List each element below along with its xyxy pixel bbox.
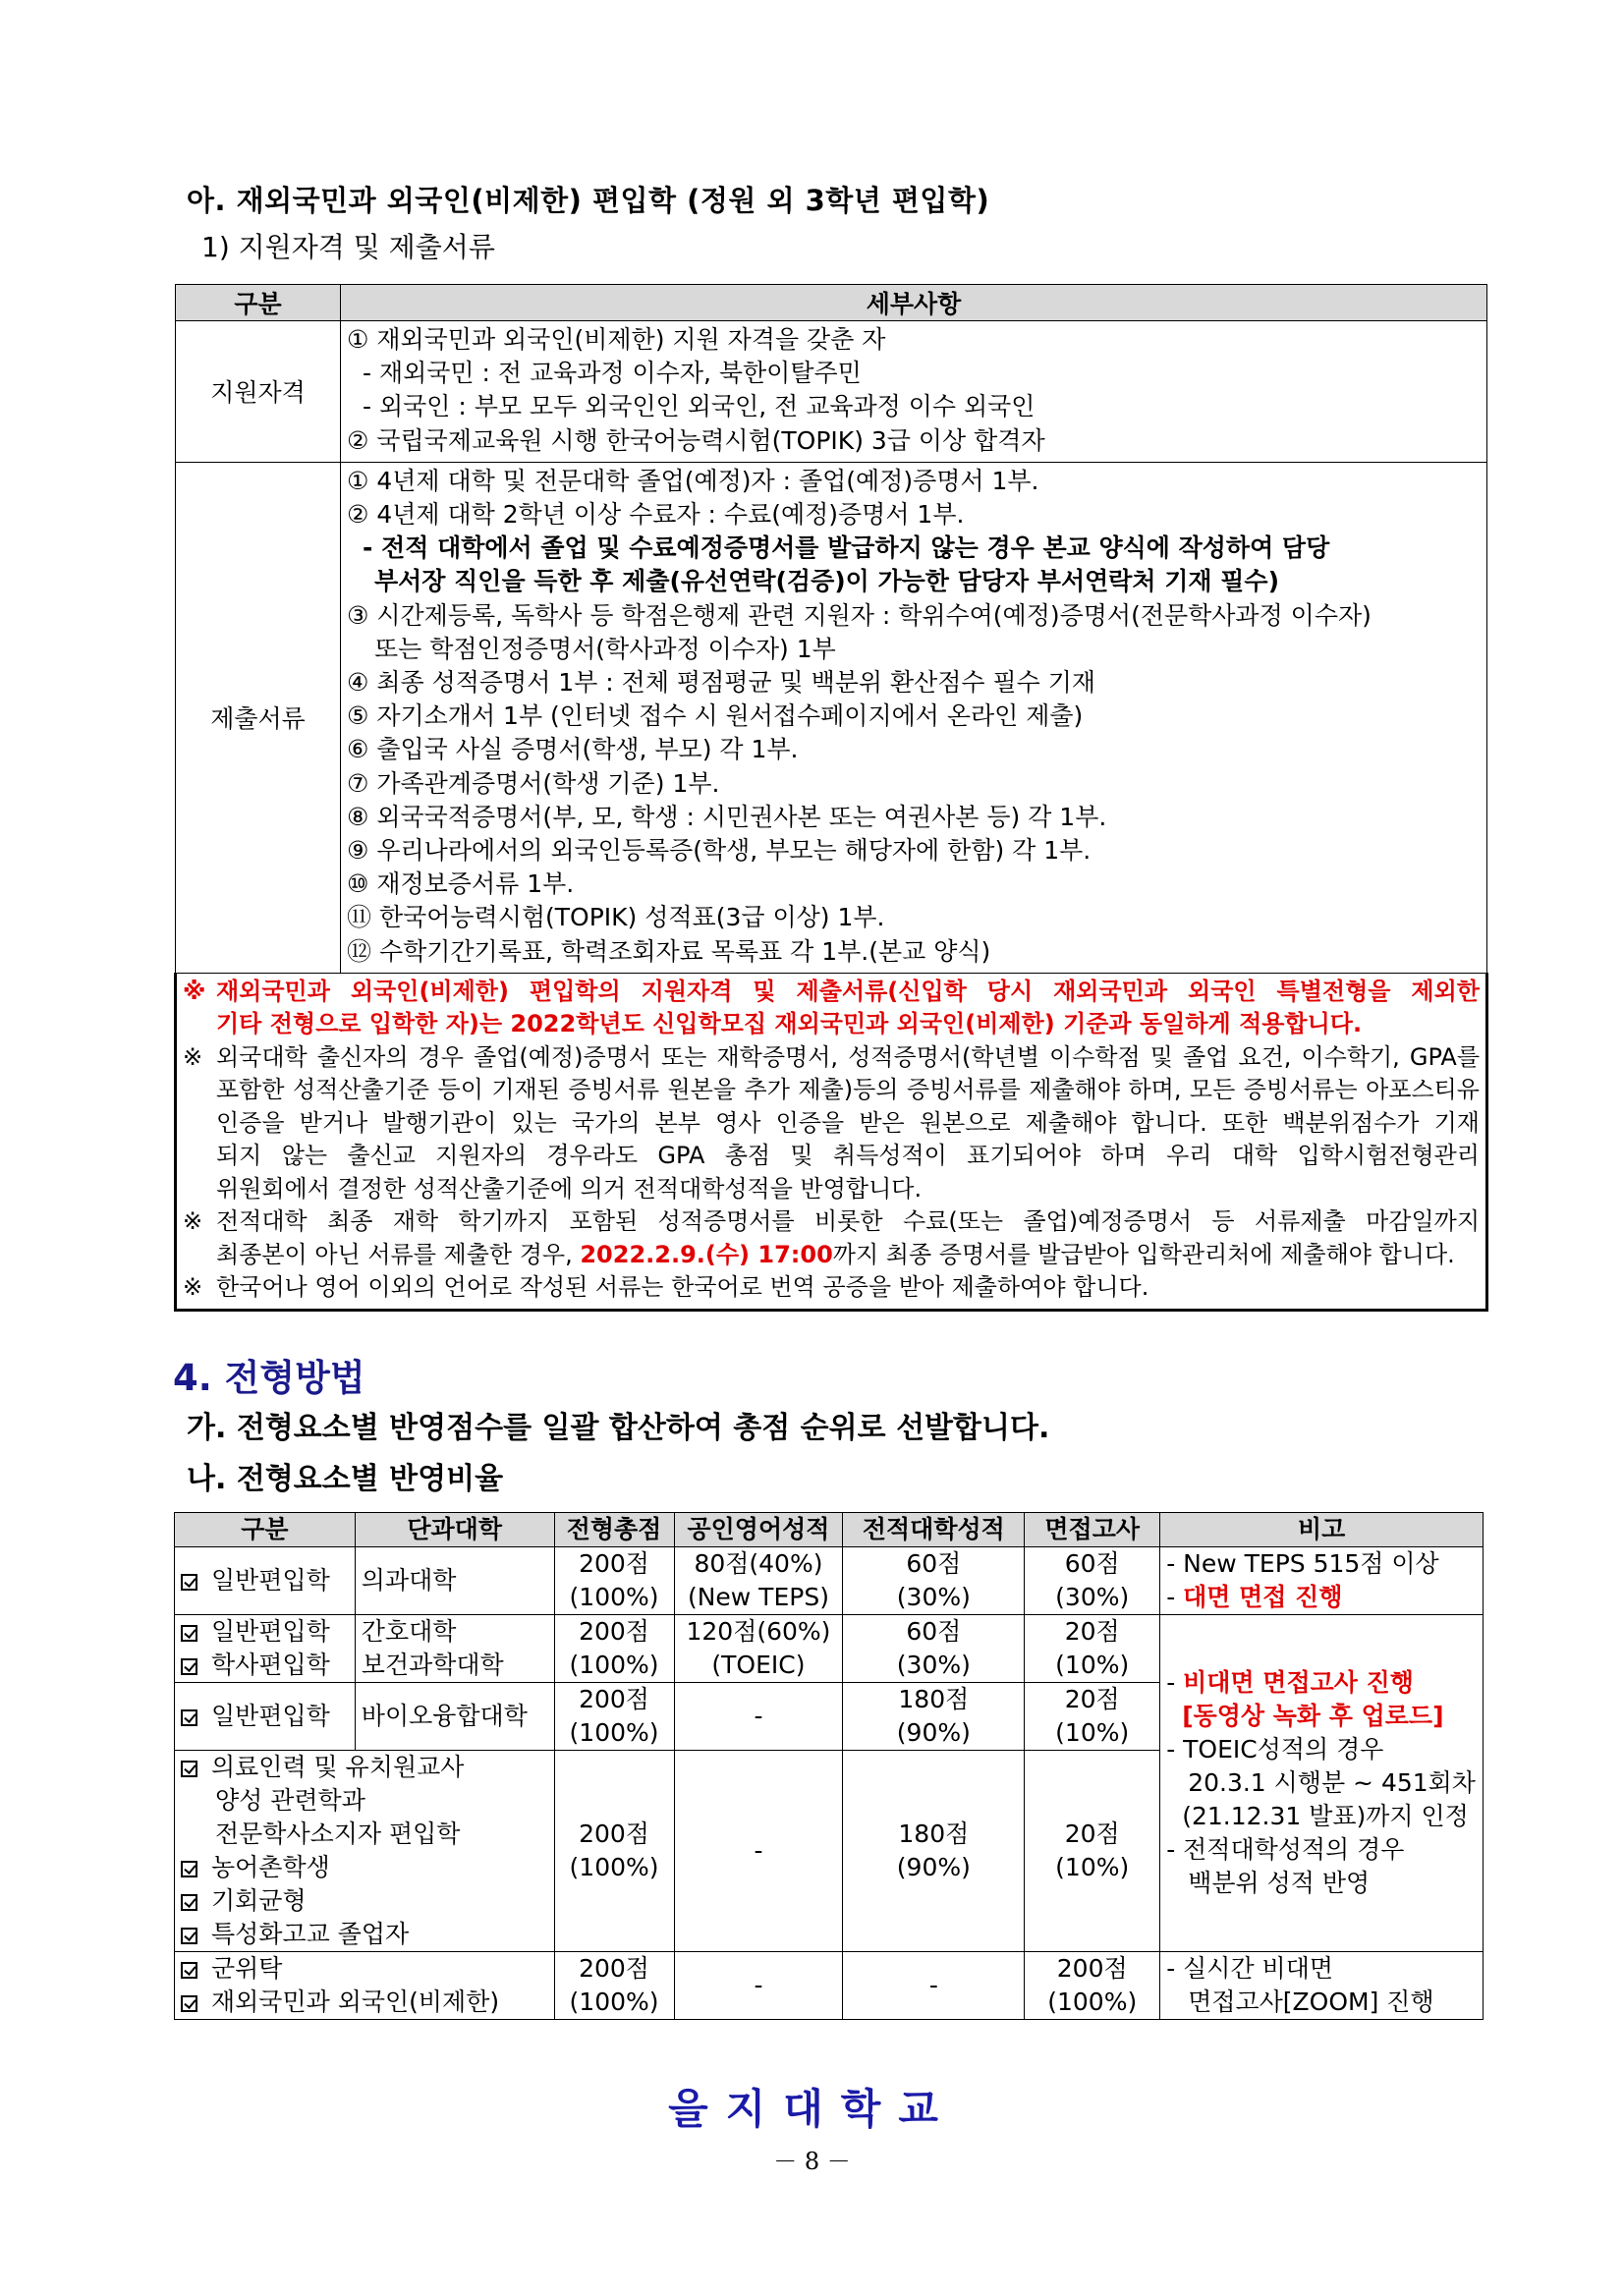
ratio-heading: 나. 전형요소별 반영비율: [187, 1462, 504, 1496]
table-row: 의료인력 및 유치원교사 양성 관련학과 전문학사소지자 편입학 농어촌학생 기회균형 특성화고교 졸업자 200점 (100%) - 180점 (90%) 20점 (10%): [175, 1751, 1484, 1952]
note-item: ※ 전적대학 최종 재학 학기까지 포함된 성적증명서를 비롯한 수료(또는 졸업)예정증명서 등 서류제출 마감일까지: [183, 1207, 1480, 1236]
row-label-eligibility: 지원자격: [176, 321, 341, 463]
checkbox-icon: [181, 1658, 197, 1675]
table-header: 구분: [175, 1513, 356, 1547]
detail-line: ⑪ 한국어능력시험(TOPIK) 성적표(3급 이상) 1부.: [347, 903, 885, 932]
detail-line: ③ 시간제등록, 독학사 등 학점은행제 관련 지원자 : 학위수여(예정)증명서(전문학사과정 이수자): [347, 600, 1372, 630]
detail-line: ② 4년제 대학 2학년 이상 수료자 : 수료(예정)증명서 1부.: [347, 500, 965, 530]
documents-details: [341, 462, 1487, 973]
table-row: [176, 973, 1487, 1310]
detail-line: - 전적 대학에서 졸업 및 수료예정증명서를 발급하지 않는 경우 본교 양식에 작성하여 담당: [363, 533, 1330, 563]
subsection-heading: 1) 지원자격 및 제출서류: [201, 231, 495, 263]
table-header: 공인영어성적: [674, 1513, 843, 1547]
detail-line: ① 4년제 대학 및 전문대학 졸업(예정)자 : 졸업(예정)증명서 1부.: [347, 466, 1039, 495]
table-header: 전형총점: [554, 1513, 674, 1547]
detail-line: ④ 최종 성적증명서 1부 : 전체 평점평균 및 백분위 환산점수 필수 기재: [347, 668, 1096, 698]
detail-line: ⑦ 가족관계증명서(학생 기준) 1부.: [347, 768, 720, 798]
table-header-details: 세부사항: [341, 285, 1487, 321]
page-number: － 8 －: [773, 2148, 851, 2175]
section-heading: 아. 재외국민과 외국인(비제한) 편입학 (정원 외 3학년 편입학): [187, 184, 990, 217]
table-row: [176, 462, 1487, 973]
detail-line: 또는 학점인정증명서(학사과정 이수자) 1부: [374, 634, 836, 663]
notes-block: ※ 재외국민과 외국인(비제한) 편입학의 지원자격 및 제출서류(신입학 당시 재외국민과 외국인 특별전형을 제외한 기타 전형으로 입학한 자)는 2022학년도 신입학모집 재외국민과 외국인(비제한) 기준과 동일하게 적용합니다. ※ 외국대학 출신자의 경우 졸업(예정)증명서 또는 재학증명서, 성적증명서(학년별 이수학점 및 졸업 요건, 이수학기, GPA를 포함한 성적산출기준 등이 기재된 증빙서류 원본을 추가 제출)등의 증빙서류를 제출해야 하며, 모든 증빙서류는 아포스티유 인증을 받거나 발행기관이 있는 국가의 본부 영사 인증을 받은 원본으로 제출해야 합니다. 또한 백분위점수가 기재 되지 않는 출신교 지원자의 경우라도 GPA 총점 및 취득성적이 표기되어야 하며 우리 대학 입학시험전형관리 위원회에서 결정한 성적산출기준에 의거 전적대학성적을 반영합니다. ※ 전적대학 최종 재학 학기까지 포함된 성적증명서를 비롯한 수료(또는 졸업)예정증명서 등 서류제출 마감일까지 최종본이 아닌 서류를 제출한 경우, 2022.2.9.(수) 17:00까지 최종 증명서를 발급받아 입학관리처에 제출해야 합니다. ※ 한국어나 영어 이외의 언어로 작성된 서류는 한국어로 번역 공증을 받아 제출하여야 합니다.: [176, 973, 1487, 1310]
detail-line: - 외국인 : 부모 모두 외국인인 외국인, 전 교육과정 이수 외국인: [363, 392, 1036, 421]
row-label-documents: 제출서류: [176, 462, 341, 973]
eligibility-table: [174, 284, 1488, 1312]
checkbox-icon: [181, 1861, 197, 1877]
checkbox-icon: [181, 1995, 197, 2012]
table-header: 비고: [1160, 1513, 1484, 1547]
remark-cell: - New TEPS 515점 이상 - 대면 면접 진행: [1160, 1547, 1484, 1615]
detail-line: ① 재외국민과 외국인(비제한) 지원 자격을 갖춘 자: [347, 325, 886, 354]
table-header-category: 구분: [176, 285, 341, 321]
note-item: ※ 한국어나 영어 이외의 언어로 작성된 서류는 한국어로 번역 공증을 받아 제출하여야 합니다.: [183, 1273, 1149, 1302]
checkbox-icon: [181, 1574, 197, 1591]
deadline-date: 2022.2.9.(수) 17:00: [580, 1240, 833, 1268]
table-row: 일반편입학 의과대학 200점 (100%) 80점(40%) (New TEPS) 60점 (30%) 60점 (30%) - New TEPS 515점 이상 - 대면 면접 진행: [175, 1547, 1484, 1615]
detail-line: - 재외국민 : 전 교육과정 이수자, 북한이탈주민: [363, 359, 862, 388]
checkbox-icon: [181, 1928, 197, 1944]
note-item: ※ 재외국민과 외국인(비제한) 편입학의 지원자격 및 제출서류(신입학 당시 재외국민과 외국인 특별전형을 제외한: [183, 977, 1480, 1005]
detail-line: ② 국립국제교육원 시행 한국어능력시험(TOPIK) 3급 이상 합격자: [347, 425, 1045, 455]
detail-line: ⑫ 수학기간기록표, 학력조회자료 목록표 각 1부.(본교 양식): [347, 936, 991, 966]
section-title: 4. 전형방법: [173, 1357, 365, 1399]
eligibility-details: [341, 321, 1487, 463]
ratio-table: [174, 1512, 1484, 2020]
checkbox-icon: [181, 1625, 197, 1642]
selection-method-text: 가. 전형요소별 반영점수를 일괄 합산하여 총점 순위로 선발합니다.: [187, 1411, 1050, 1445]
college-cell: 바이오융합대학: [355, 1683, 554, 1751]
university-name: 을지대학교: [668, 2085, 956, 2133]
checkbox-icon: [181, 1894, 197, 1911]
note-item: 기타 전형으로 입학한 자)는 2022학년도 신입학모집 재외국민과 외국인(비제한) 기준과 동일하게 적용합니다.: [216, 1010, 1363, 1038]
checkbox-icon: [181, 1709, 197, 1726]
table-row: 일반편입학 학사편입학 간호대학 보건과학대학 200점 (100%) 120점(60%) (TOEIC) 60점 (30%) 20점 (10%) - 비대면 면접고사 진행 [동영상 녹화 후 업로드] - TOEIC성적의 경우 20.3.1 시행분 ~ 451회차 (21.12.31 발표)까지 인정 - 전적대학성적의 경우 백분위 성적 반영: [175, 1615, 1484, 1683]
remark-cell: - 비대면 면접고사 진행 [동영상 녹화 후 업로드] - TOEIC성적의 경우 20.3.1 시행분 ~ 451회차 (21.12.31 발표)까지 인정 - 전적대학성적의 경우 백분위 성적 반영: [1160, 1615, 1484, 1952]
detail-line: ⑨ 우리나라에서의 외국인등록증(학생, 부모는 해당자에 한함) 각 1부.: [347, 836, 1092, 866]
detail-line: ⑥ 출입국 사실 증명서(학생, 부모) 각 1부.: [347, 735, 799, 764]
detail-line: ⑩ 재정보증서류 1부.: [347, 869, 575, 899]
table-header: 면접고사: [1025, 1513, 1160, 1547]
checkbox-icon: [181, 1962, 197, 1979]
table-row: 일반편입학 바이오융합대학 200점 (100%) - 180점 (90%) 20점 (10%): [175, 1683, 1484, 1751]
table-row: [176, 321, 1487, 463]
detail-line: 부서장 직인을 득한 후 제출(유선연락(검증)이 가능한 담당자 부서연락처 기재 필수): [374, 567, 1279, 596]
remark-cell: - 실시간 비대면 면접고사[ZOOM] 진행: [1160, 1952, 1484, 2020]
checkbox-icon: [181, 1761, 197, 1777]
college-cell: 의과대학: [355, 1547, 554, 1615]
table-header: 전적대학성적: [843, 1513, 1025, 1547]
detail-line: ⑤ 자기소개서 1부 (인터넷 접수 시 원서접수페이지에서 온라인 제출): [347, 701, 1084, 731]
table-header: 단과대학: [355, 1513, 554, 1547]
detail-line: ⑧ 외국국적증명서(부, 모, 학생 : 시민권사본 또는 여권사본 등) 각 1부.: [347, 802, 1107, 831]
table-row: 군위탁 재외국민과 외국인(비제한) 200점 (100%) - - 200점 (100%) - 실시간 비대면 면접고사[ZOOM] 진행: [175, 1952, 1484, 2020]
note-item: ※ 외국대학 출신자의 경우 졸업(예정)증명서 또는 재학증명서, 성적증명서(학년별 이수학점 및 졸업 요건, 이수학기, GPA를: [183, 1042, 1480, 1071]
